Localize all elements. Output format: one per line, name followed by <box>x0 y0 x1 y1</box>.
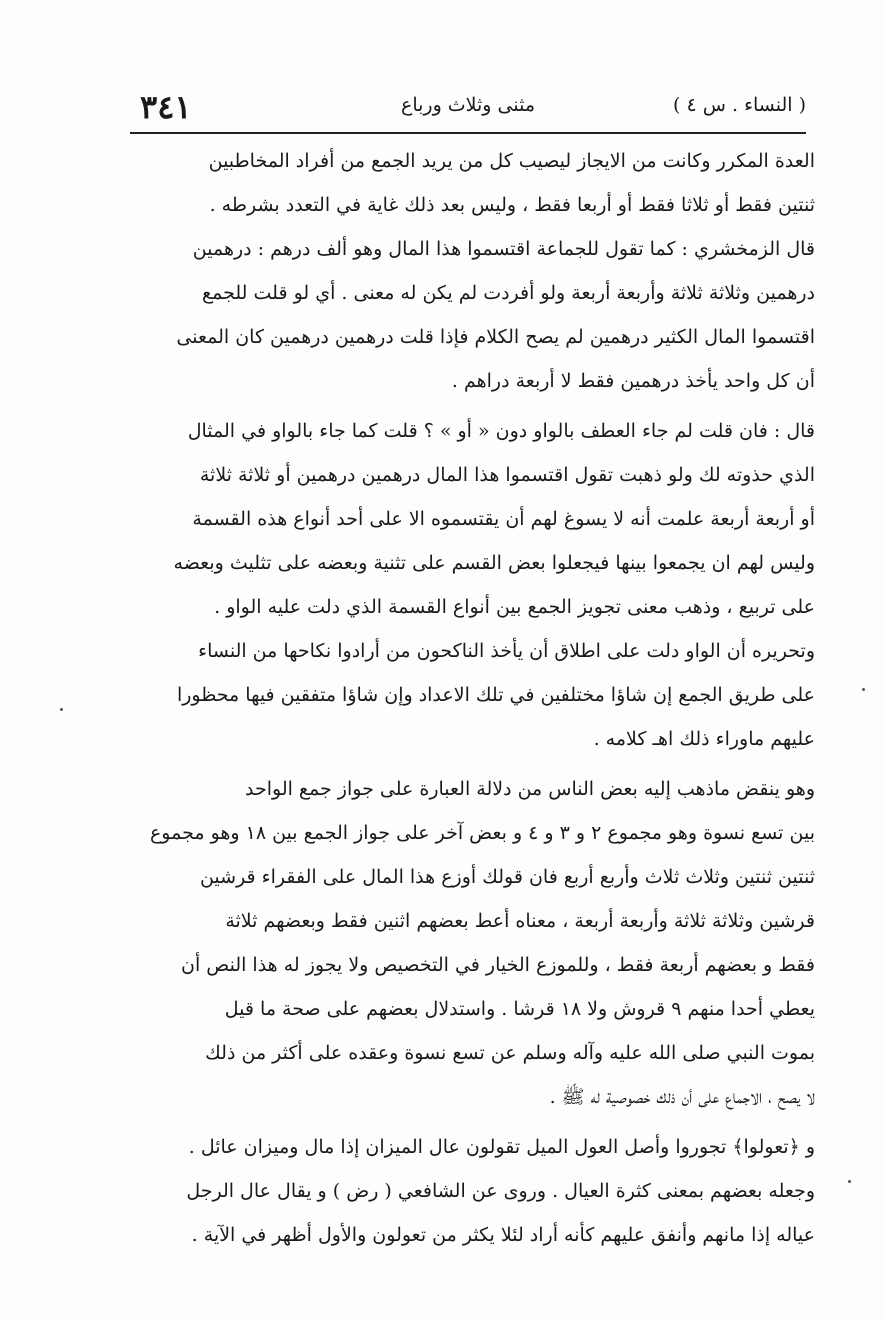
header-rule <box>130 132 806 134</box>
page-number: ٣٤١ <box>140 88 192 126</box>
text-line: على طريق الجمع إن شاؤا مختلفين في تلك الاعداد وإن شاؤا متفقين فيها محظورا <box>176 684 815 706</box>
text-line: يعطي أحدا منهم ٩ قروش ولا ١٨ قرشا . واستدلال بعضهم على صحة ما قيل <box>224 998 815 1020</box>
text-line: وتحريره أن الواو دلت على اطلاق أن يأخذ الناكحون من أرادوا نكاحها من النساء <box>198 640 815 662</box>
page-header <box>130 88 806 132</box>
text-line: عليهم ماوراء ذلك اهـ كلامه . <box>593 728 815 750</box>
text-line: عياله إذا مانهم وأنفق عليهم كأنه أراد لئلا يكثر من تعولون والأول أظهر في الآية . <box>191 1224 815 1246</box>
surah-reference: ( النساء . س ٤ ) <box>673 94 806 116</box>
text-line: أن كل واحد يأخذ درهمين فقط لا أربعة دراهم . <box>451 370 815 392</box>
text-line: اقتسموا المال الكثير درهمين لم يصح الكلام فإذا قلت درهمين درهمين كان المعنى <box>176 326 815 348</box>
text-line: بين تسع نسوة وهو مجموع ٢ و ٣ و ٤ و بعض آخر على جواز الجمع بين ١٨ وهو مجموع <box>149 822 815 844</box>
text-line: درهمين وثلاثة ثلاثة وأربعة أربعة ولو أفردت لم يكن له معنى . أي لو قلت للجمع <box>202 282 815 304</box>
text-line: قرشين وثلاثة ثلاثة وأربعة أربعة ، معناه أعط بعضهم اثنين فقط وبعضهم ثلاثة <box>225 910 815 932</box>
text-line: أو أربعة أربعة علمت أنه لا يسوغ لهم أن يقتسموه الا على أحد أنواع هذه القسمة <box>192 508 815 530</box>
text-line: و ﴿تعولوا﴾ تجوروا وأصل العول الميل تقولون عال الميزان إذا مال وميزان عائل . <box>188 1136 815 1158</box>
text-line: العدة المكرر وكانت من الايجاز ليصيب كل من يريد الجمع من أفراد المخاطبين <box>208 150 815 172</box>
text-line: قال الزمخشري : كما تقول للجماعة اقتسموا هذا المال وهو ألف درهم : درهمين <box>192 238 815 260</box>
text-line: وهو ينقض ماذهب إليه بعض الناس من دلالة العبارة على جواز جمع الواحد <box>245 778 815 800</box>
running-title: مثنى وثلاث ورباع <box>400 94 536 116</box>
text-line: قال : فان قلت لم جاء العطف بالواو دون « أو » ؟ قلت كما جاء بالواو في المثال <box>187 420 815 442</box>
text-line: الذي حذوته لك ولو ذهبت تقول اقتسموا هذا المال درهمين درهمين أو ثلاثة ثلاثة <box>199 464 815 486</box>
text-line: لا يصح ، الاجماع على أن ذلك خصوصية له ﷺ . <box>549 1086 815 1108</box>
text-line: على تربيع ، وذهب معنى تجويز الجمع بين أنواع القسمة الذي دلت عليه الواو . <box>214 596 815 618</box>
scan-speck <box>848 1180 851 1183</box>
text-line: ثنتين فقط أو ثلاثا فقط أو أربعا فقط ، وليس بعد ذلك غاية في التعدد بشرطه . <box>209 194 815 216</box>
scan-speck <box>862 688 865 691</box>
text-line: فقط و بعضهم أربعة فقط ، وللموزع الخيار في التخصيص ولا يجوز له هذا النص أن <box>181 954 815 976</box>
text-line: بموت النبي صلى الله عليه وآله وسلم عن تسع نسوة وعقده على أكثر من ذلك <box>205 1042 815 1064</box>
text-line: وجعله بعضهم بمعنى كثرة العيال . وروى عن الشافعي ( رض ) و يقال عال الرجل <box>186 1180 815 1202</box>
text-line: ثنتين ثنتين وثلاث ثلاث وأربع أربع فان قولك أوزع هذا المال على الفقراء قرشين <box>199 866 815 888</box>
scan-speck <box>60 708 63 711</box>
text-line: وليس لهم ان يجمعوا بينها فيجعلوا بعض القسم على تثنية وبعضه على تثليث وبعضه <box>173 552 815 574</box>
body-text <box>120 140 815 1258</box>
